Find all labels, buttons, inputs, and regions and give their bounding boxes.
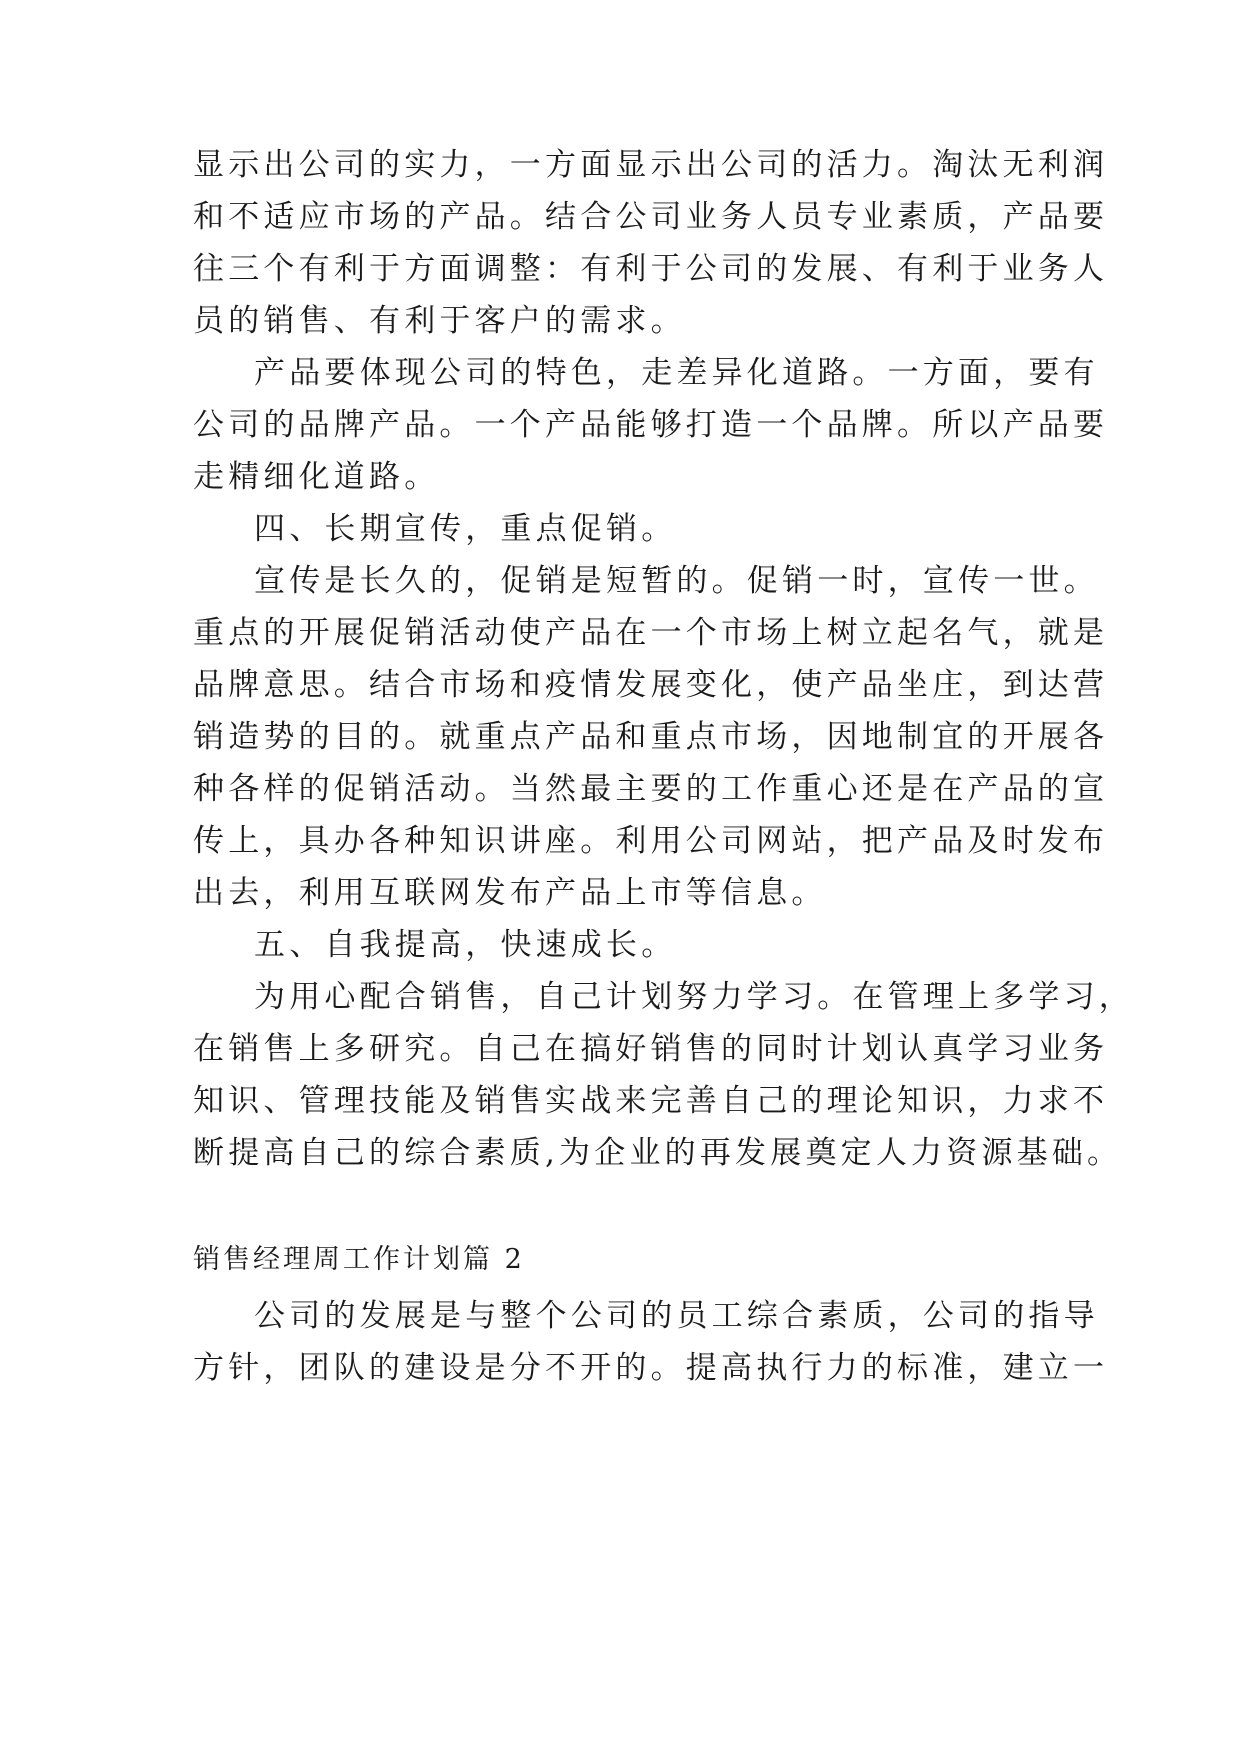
paragraph-line: 出去，利用互联网发布产品上市等信息。 (193, 875, 827, 911)
paragraph-line: 知识、管理技能及销售实战来完善自己的理论知识，力求不 (193, 1083, 1109, 1119)
paragraph-line: 品牌意思。结合市场和疫情发展变化，使产品坐庄，到达营 (193, 667, 1109, 703)
paragraph-line: 传上，具办各种知识讲座。利用公司网站，把产品及时发布 (193, 823, 1109, 859)
paragraph-line: 方针，团队的建设是分不开的。提高执行力的标准，建立一 (193, 1350, 1109, 1386)
paragraph-line: 员的销售、有利于客户的需求。 (193, 303, 686, 339)
paragraph-line: 公司的发展是与整个公司的员工综合素质，公司的指导 (254, 1298, 1099, 1334)
paragraph-line: 走精细化道路。 (193, 459, 440, 495)
paragraph-line: 显示出公司的实力，一方面显示出公司的活力。淘汰无利润 (193, 147, 1109, 183)
paragraph-line: 往三个有利于方面调整：有利于公司的发展、有利于业务人 (193, 251, 1109, 287)
section-heading-five: 五、自我提高，快速成长。 (254, 927, 677, 963)
paragraph-line: 种各样的促销活动。当然最主要的工作重心还是在产品的宣 (193, 771, 1109, 807)
paragraph-line: 产品要体现公司的特色，走差异化道路。一方面，要有 (254, 355, 1099, 391)
section-title: 销售经理周工作计划篇 2 (193, 1244, 525, 1275)
paragraph-line: 宣传是长久的，促销是短暂的。促销一时，宣传一世。 (254, 563, 1099, 599)
section-heading-four: 四、长期宣传，重点促销。 (254, 511, 677, 547)
paragraph-line: 重点的开展促销活动使产品在一个市场上树立起名气，就是 (193, 615, 1109, 651)
paragraph-line: 公司的品牌产品。一个产品能够打造一个品牌。所以产品要 (193, 407, 1109, 443)
paragraph-line: 和不适应市场的产品。结合公司业务人员专业素质，产品要 (193, 199, 1109, 235)
paragraph-line: 为用心配合销售，自己计划努力学习。在管理上多学习， (254, 979, 1134, 1015)
paragraph-line: 断提高自己的综合素质,为企业的再发展奠定人力资源基础。 (193, 1135, 1123, 1171)
paragraph-line: 在销售上多研究。自己在搞好销售的同时计划认真学习业务 (193, 1031, 1109, 1067)
paragraph-line: 销造势的目的。就重点产品和重点市场，因地制宜的开展各 (193, 719, 1109, 755)
